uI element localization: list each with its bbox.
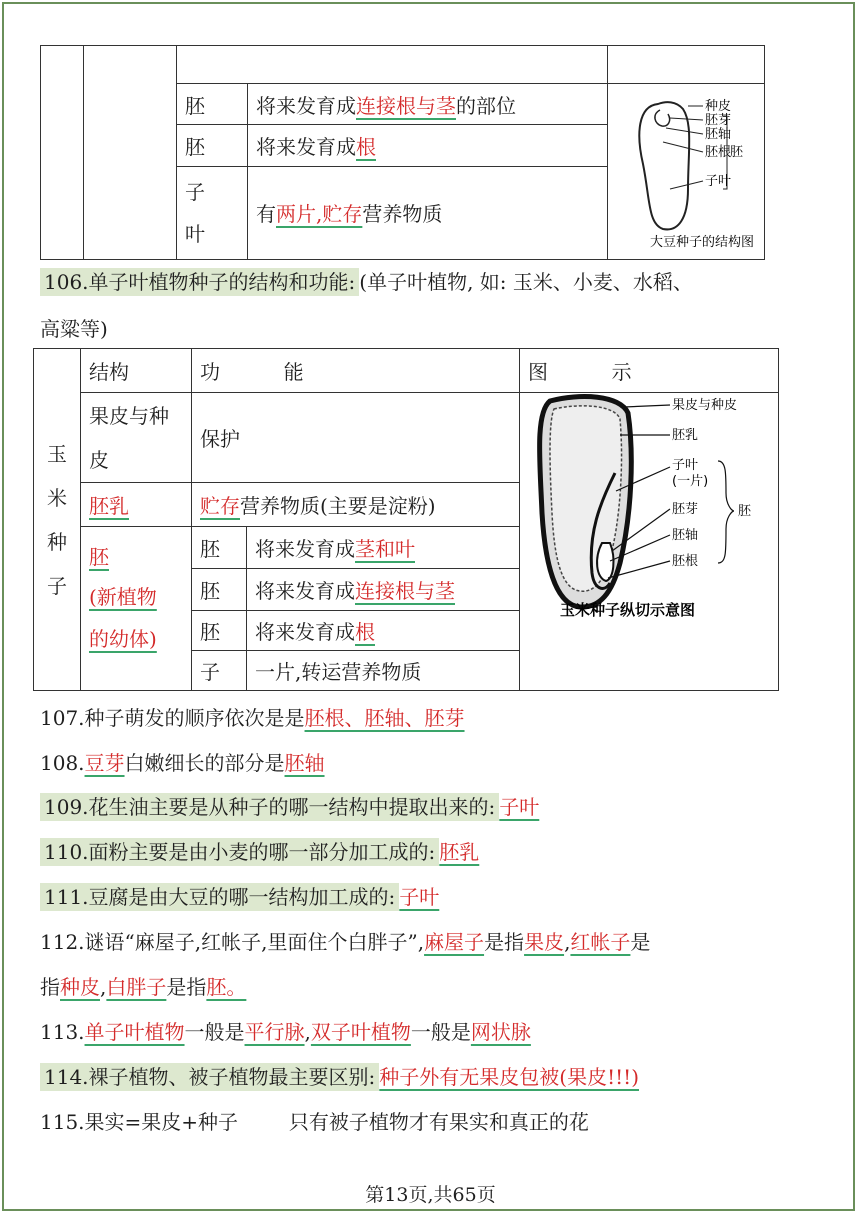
bean-function-cell: 有两片,贮存营养物质 [248, 166, 608, 259]
corn-embryo-part: 胚 [192, 527, 247, 569]
corn-figure-cell [520, 393, 779, 691]
corn-embryo-function: 将来发育成根 [247, 611, 520, 651]
corn-header-structure: 结构 [81, 349, 192, 393]
corn-header-figure: 图 示 [520, 349, 779, 393]
corn-label-plumule: 胚芽 [672, 502, 699, 517]
bean-label-seedcoat: 种皮 [705, 99, 732, 114]
bean-label-cotyledon: 子叶 [705, 174, 732, 189]
bean-label-embryo: 胚 [730, 145, 744, 160]
corn-embryo-part: 子 [192, 651, 247, 691]
line-108: 108.豆芽白嫩细长的部分是胚轴 [40, 751, 325, 775]
corn-label-pericarp: 果皮与种皮 [672, 398, 738, 413]
bean-header-figure-blank [608, 46, 765, 84]
line-112-cont: 指种皮,白胖子是指胚。 [40, 975, 247, 999]
bean-label-plumule: 胚芽 [705, 113, 732, 128]
q106-line [40, 266, 693, 295]
corn-embryo-function: 一片,转运营养物质 [247, 651, 520, 691]
corn-pericarp-structure: 果皮与种 皮 [81, 393, 192, 483]
bean-label-radicle: 胚根 [705, 145, 732, 160]
corn-label-hypocotyl: 胚轴 [672, 528, 699, 543]
corn-embryo-part: 胚 [192, 569, 247, 611]
bean-part-cell: 胚 [177, 125, 248, 166]
q106-label: 106.单子叶植物种子的结构和功能: [40, 268, 359, 296]
bean-function-cell: 将来发育成连接根与茎的部位 [248, 84, 608, 125]
corn-side-label: 玉 米 种 子 [34, 349, 81, 691]
bean-header-blank [177, 46, 608, 84]
bean-seed-figure [608, 84, 758, 254]
corn-embryo-function: 将来发育成连接根与茎 [247, 569, 520, 611]
bean-figure-caption: 大豆种子的结构图 [650, 235, 755, 250]
corn-label-endosperm: 胚乳 [672, 428, 699, 443]
line-107: 107.种子萌发的顺序依次是是胚根、胚轴、胚芽 [40, 706, 465, 730]
q106-tail: (单子叶植物, 如: 玉米、小麦、水稻、 [359, 270, 693, 294]
line-113: 113.单子叶植物一般是平行脉,双子叶植物一般是网状脉 [40, 1020, 531, 1044]
corn-seed-figure [520, 393, 778, 685]
corn-header-function: 功 能 [192, 349, 520, 393]
corn-embryo-part: 胚 [192, 611, 247, 651]
line-112: 112.谜语“麻屋子,红帐子,里面住个白胖子”,麻屋子是指果皮,红帐子是 [40, 930, 651, 954]
page-footer: 第13页,共65页 [365, 1184, 496, 1206]
corn-label-radicle: 胚根 [672, 554, 699, 569]
bean-label-hypocotyl: 胚轴 [705, 127, 732, 142]
corn-seed-table [33, 348, 779, 691]
bean-empty-col [84, 46, 177, 260]
bean-side-cell [41, 46, 84, 260]
corn-embryo-structure: 胚 (新植物 的幼体) [81, 527, 192, 691]
corn-label-embryo: 胚 [738, 504, 752, 519]
line-115: 115.果实=果皮+种子 只有被子植物才有果实和真正的花 [40, 1110, 589, 1134]
bean-part-cell: 胚 [177, 84, 248, 125]
bean-seed-table [40, 45, 765, 260]
corn-endosperm-function: 贮存营养物质(主要是淀粉) [192, 483, 520, 527]
bean-figure-cell [608, 84, 765, 260]
line-111: 111.豆腐是由大豆的哪一结构加工成的: 子叶 [40, 881, 439, 910]
corn-pericarp-function: 保护 [192, 393, 520, 483]
line-109: 109.花生油主要是从种子的哪一结构中提取出来的: 子叶 [40, 791, 539, 820]
q106-line-2: 高粱等) [40, 317, 108, 341]
line-110: 110.面粉主要是由小麦的哪一部分加工成的: 胚乳 [40, 836, 479, 865]
bean-function-cell: 将来发育成根 [248, 125, 608, 166]
line-114: 114.裸子植物、被子植物最主要区别: 种子外有无果皮包被(果皮!!!) [40, 1061, 639, 1090]
bean-part-cell: 子 叶 [177, 166, 248, 259]
corn-endosperm-structure: 胚乳 [81, 483, 192, 527]
corn-figure-caption: 玉米种子纵切示意图 [560, 601, 696, 619]
corn-label-one-piece: (一片) [672, 474, 709, 489]
corn-label-cotyledon: 子叶 [672, 458, 699, 473]
corn-embryo-function: 将来发育成茎和叶 [247, 527, 520, 569]
